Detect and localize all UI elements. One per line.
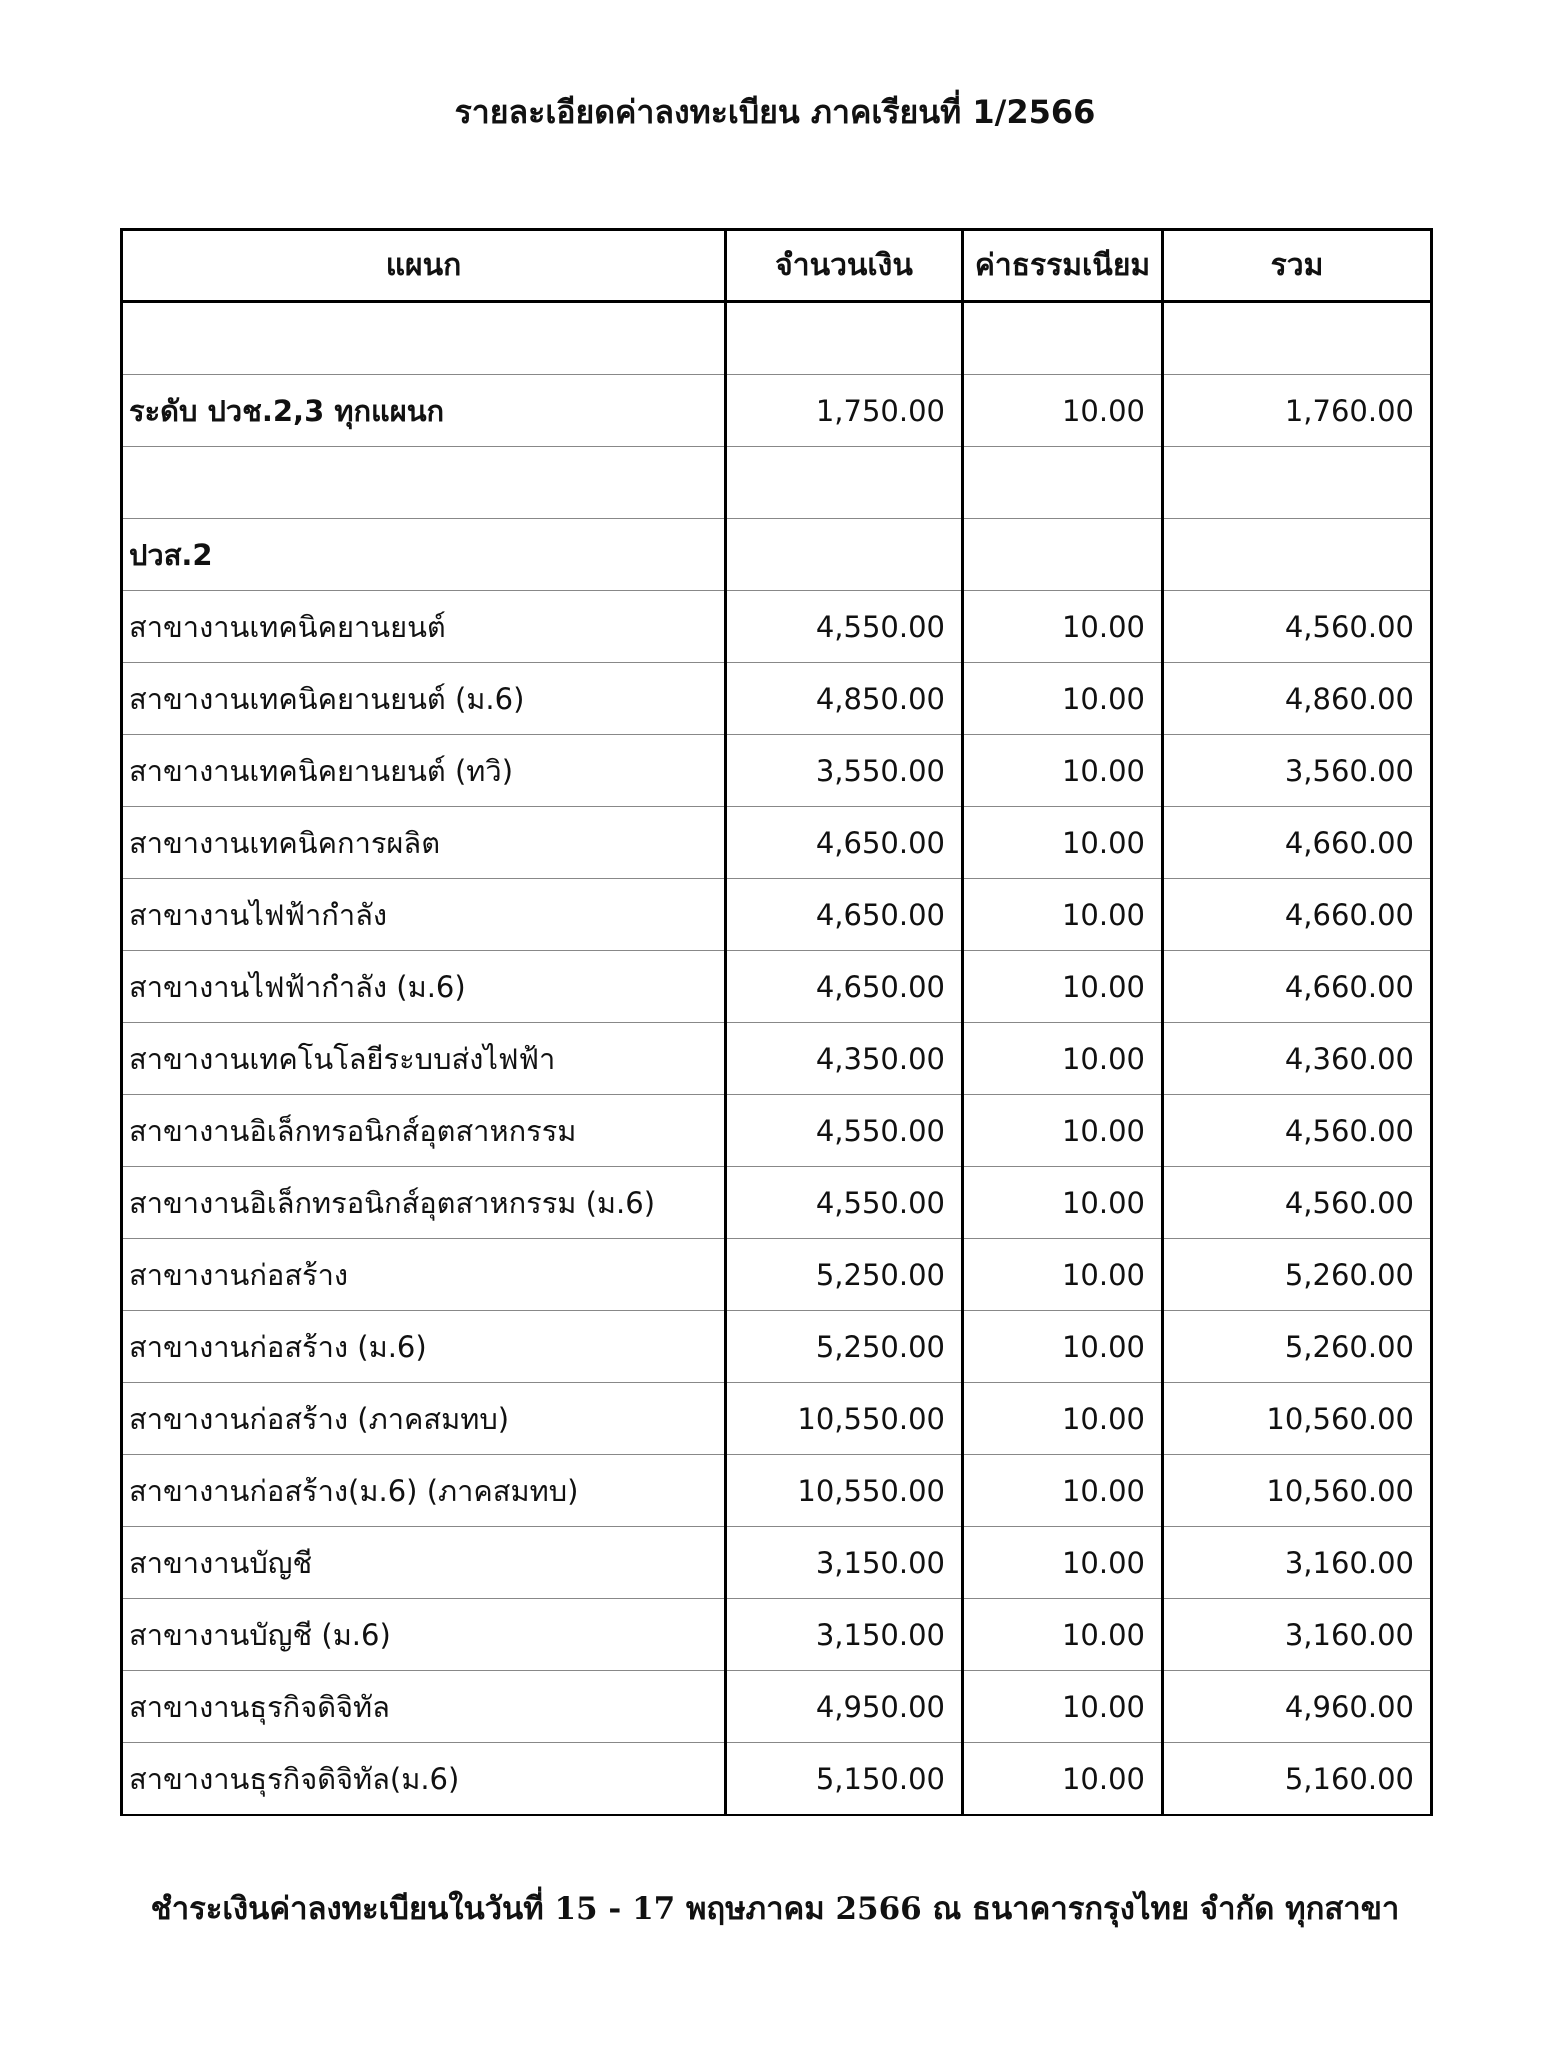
fee-cell: 10.00 bbox=[963, 1311, 1163, 1383]
department-cell: สาขางานธุรกิจดิจิทัล bbox=[122, 1671, 726, 1743]
department-cell: สาขางานก่อสร้าง (ม.6) bbox=[122, 1311, 726, 1383]
department-cell: สาขางานธุรกิจดิจิทัล(ม.6) bbox=[122, 1743, 726, 1816]
total-cell bbox=[1163, 447, 1432, 519]
table-body bbox=[122, 302, 1432, 1816]
payment-note: ชำระเงินค่าลงทะเบียนในวันที่ 15 - 17 พฤษภาคม 2566 ณ ธนาคารกรุงไทย จำกัด ทุกสาขา bbox=[150, 1891, 1400, 1927]
fee-cell: 10.00 bbox=[963, 1455, 1163, 1527]
table-row bbox=[122, 1095, 1432, 1167]
table-row bbox=[122, 879, 1432, 951]
table-row bbox=[122, 591, 1432, 663]
department-cell: สาขางานไฟฟ้ากำลัง bbox=[122, 879, 726, 951]
amount-cell: 4,550.00 bbox=[726, 1167, 963, 1239]
department-cell: ปวส.2 bbox=[122, 519, 726, 591]
department-cell: สาขางานเทคนิคยานยนต์ (ทวิ) bbox=[122, 735, 726, 807]
department-cell: สาขางานเทคนิคยานยนต์ bbox=[122, 591, 726, 663]
table-row bbox=[122, 1023, 1432, 1095]
amount-cell: 4,850.00 bbox=[726, 663, 963, 735]
total-cell: 10,560.00 bbox=[1163, 1455, 1432, 1527]
table-row bbox=[122, 1455, 1432, 1527]
table-row bbox=[122, 951, 1432, 1023]
table-row bbox=[122, 375, 1432, 447]
total-cell bbox=[1163, 302, 1432, 375]
department-cell: สาขางานบัญชี bbox=[122, 1527, 726, 1599]
total-cell: 4,660.00 bbox=[1163, 807, 1432, 879]
table-row bbox=[122, 447, 1432, 519]
amount-cell bbox=[726, 447, 963, 519]
header-fee: ค่าธรรมเนียม bbox=[963, 230, 1163, 302]
header-amount: จำนวนเงิน bbox=[726, 230, 963, 302]
table-row bbox=[122, 1671, 1432, 1743]
fee-cell bbox=[963, 302, 1163, 375]
amount-cell: 4,650.00 bbox=[726, 807, 963, 879]
table-row bbox=[122, 735, 1432, 807]
table-row bbox=[122, 1383, 1432, 1455]
table-row bbox=[122, 1239, 1432, 1311]
table-row bbox=[122, 1527, 1432, 1599]
fee-cell: 10.00 bbox=[963, 375, 1163, 447]
total-cell: 4,660.00 bbox=[1163, 879, 1432, 951]
fee-cell: 10.00 bbox=[963, 1239, 1163, 1311]
fee-cell: 10.00 bbox=[963, 1095, 1163, 1167]
department-cell: สาขางานก่อสร้าง (ภาคสมทบ) bbox=[122, 1383, 726, 1455]
amount-cell: 4,950.00 bbox=[726, 1671, 963, 1743]
department-cell: สาขางานก่อสร้าง bbox=[122, 1239, 726, 1311]
fee-cell: 10.00 bbox=[963, 1167, 1163, 1239]
fee-cell: 10.00 bbox=[963, 591, 1163, 663]
page-title: รายละเอียดค่าลงทะเบียน ภาคเรียนที่ 1/2566 bbox=[454, 93, 1096, 131]
fee-cell: 10.00 bbox=[963, 663, 1163, 735]
total-cell: 4,560.00 bbox=[1163, 1167, 1432, 1239]
total-cell: 5,260.00 bbox=[1163, 1239, 1432, 1311]
department-cell: ระดับ ปวช.2,3 ทุกแผนก bbox=[122, 375, 726, 447]
total-cell: 5,160.00 bbox=[1163, 1743, 1432, 1816]
amount-cell: 10,550.00 bbox=[726, 1383, 963, 1455]
amount-cell: 4,350.00 bbox=[726, 1023, 963, 1095]
fee-cell: 10.00 bbox=[963, 1023, 1163, 1095]
table-row bbox=[122, 1743, 1432, 1816]
fee-cell bbox=[963, 519, 1163, 591]
total-cell: 4,860.00 bbox=[1163, 663, 1432, 735]
header-department: แผนก bbox=[122, 230, 726, 302]
table-row bbox=[122, 663, 1432, 735]
department-cell: สาขางานก่อสร้าง(ม.6) (ภาคสมทบ) bbox=[122, 1455, 726, 1527]
department-cell: สาขางานเทคนิคยานยนต์ (ม.6) bbox=[122, 663, 726, 735]
total-cell: 4,560.00 bbox=[1163, 1095, 1432, 1167]
amount-cell: 1,750.00 bbox=[726, 375, 963, 447]
table-row bbox=[122, 1599, 1432, 1671]
department-cell: สาขางานไฟฟ้ากำลัง (ม.6) bbox=[122, 951, 726, 1023]
department-cell bbox=[122, 447, 726, 519]
amount-cell: 10,550.00 bbox=[726, 1455, 963, 1527]
total-cell: 3,160.00 bbox=[1163, 1527, 1432, 1599]
amount-cell bbox=[726, 519, 963, 591]
table-row bbox=[122, 302, 1432, 375]
fee-cell: 10.00 bbox=[963, 879, 1163, 951]
fee-cell: 10.00 bbox=[963, 1599, 1163, 1671]
table-row bbox=[122, 807, 1432, 879]
amount-cell: 4,650.00 bbox=[726, 879, 963, 951]
department-cell bbox=[122, 302, 726, 375]
total-cell: 1,760.00 bbox=[1163, 375, 1432, 447]
header-total: รวม bbox=[1163, 230, 1432, 302]
amount-cell: 5,250.00 bbox=[726, 1239, 963, 1311]
total-cell: 4,960.00 bbox=[1163, 1671, 1432, 1743]
table-header-row bbox=[122, 230, 1432, 302]
table-row bbox=[122, 1311, 1432, 1383]
amount-cell: 3,150.00 bbox=[726, 1527, 963, 1599]
amount-cell bbox=[726, 302, 963, 375]
department-cell: สาขางานอิเล็กทรอนิกส์อุตสาหกรรม (ม.6) bbox=[122, 1167, 726, 1239]
fee-cell: 10.00 bbox=[963, 1671, 1163, 1743]
fee-cell: 10.00 bbox=[963, 735, 1163, 807]
table-row bbox=[122, 1167, 1432, 1239]
total-cell: 4,560.00 bbox=[1163, 591, 1432, 663]
total-cell: 3,160.00 bbox=[1163, 1599, 1432, 1671]
amount-cell: 4,550.00 bbox=[726, 1095, 963, 1167]
fee-cell bbox=[963, 447, 1163, 519]
fee-cell: 10.00 bbox=[963, 1527, 1163, 1599]
fee-cell: 10.00 bbox=[963, 807, 1163, 879]
department-cell: สาขางานอิเล็กทรอนิกส์อุตสาหกรรม bbox=[122, 1095, 726, 1167]
department-cell: สาขางานบัญชี (ม.6) bbox=[122, 1599, 726, 1671]
registration-fee-table bbox=[120, 228, 1433, 1816]
fee-cell: 10.00 bbox=[963, 951, 1163, 1023]
table-row bbox=[122, 519, 1432, 591]
amount-cell: 5,250.00 bbox=[726, 1311, 963, 1383]
amount-cell: 3,150.00 bbox=[726, 1599, 963, 1671]
total-cell: 10,560.00 bbox=[1163, 1383, 1432, 1455]
amount-cell: 4,550.00 bbox=[726, 591, 963, 663]
fee-cell: 10.00 bbox=[963, 1383, 1163, 1455]
department-cell: สาขางานเทคนิคการผลิต bbox=[122, 807, 726, 879]
fee-cell: 10.00 bbox=[963, 1743, 1163, 1816]
amount-cell: 4,650.00 bbox=[726, 951, 963, 1023]
total-cell: 4,660.00 bbox=[1163, 951, 1432, 1023]
total-cell: 3,560.00 bbox=[1163, 735, 1432, 807]
amount-cell: 3,550.00 bbox=[726, 735, 963, 807]
department-cell: สาขางานเทคโนโลยีระบบส่งไฟฟ้า bbox=[122, 1023, 726, 1095]
total-cell: 5,260.00 bbox=[1163, 1311, 1432, 1383]
total-cell: 4,360.00 bbox=[1163, 1023, 1432, 1095]
total-cell bbox=[1163, 519, 1432, 591]
amount-cell: 5,150.00 bbox=[726, 1743, 963, 1816]
